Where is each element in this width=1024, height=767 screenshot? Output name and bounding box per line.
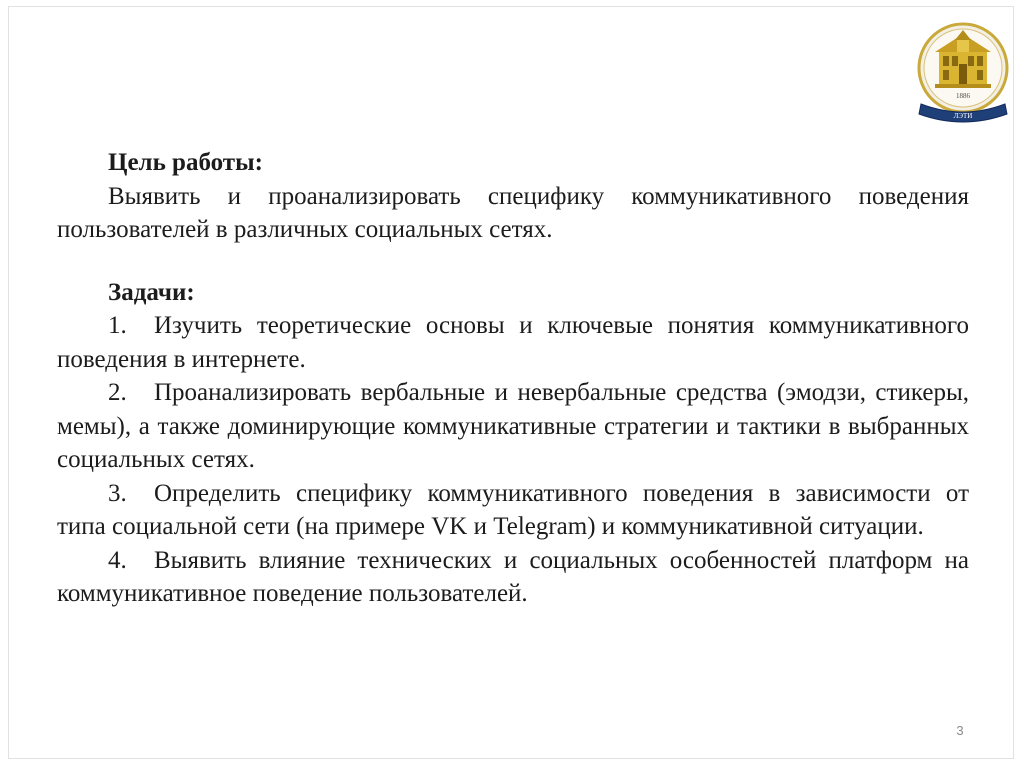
task-item-2 — [57, 376, 969, 477]
logo-year: 1886 — [956, 92, 970, 100]
task-number: 2. — [108, 379, 127, 406]
task-text: Изучить теоретические основы и ключевые понятия коммуникативного поведения в интернете. — [57, 312, 969, 373]
task-item-3 — [57, 477, 969, 544]
goal-heading: Цель работы: — [108, 149, 263, 176]
task-text: Выявить влияние технических и социальных особенностей платформ на коммуникативное поведение пользователей. — [57, 546, 969, 607]
task-text: Проанализировать вербальные и невербальные средства (эмодзи, стикеры, мемы), а также доминирующие коммуникативные стратегии и тактики в выбранных социальных сетях. — [57, 379, 969, 473]
goal-text: Выявить и проанализировать специфику коммуникативного поведения пользователей в различных социальных сетях. — [57, 182, 969, 243]
task-number: 3. — [108, 479, 127, 507]
task-item-4 — [57, 544, 969, 611]
task-number: 4. — [108, 546, 127, 574]
slide-content — [57, 146, 969, 611]
page-number: 3 — [956, 723, 964, 738]
task-item-1 — [57, 309, 969, 376]
university-logo-emblem — [915, 14, 1011, 126]
task-text: Определить специфику коммуникативного поведения в зависимости от типа социальной сети (на примере VK и Telegram) и коммуникативной ситуации. — [57, 479, 969, 540]
task-number: 1. — [108, 312, 127, 339]
section-spacer — [57, 247, 969, 276]
logo-ribbon-text: ЛЭТИ — [953, 112, 973, 120]
tasks-heading: Задачи: — [108, 278, 195, 306]
